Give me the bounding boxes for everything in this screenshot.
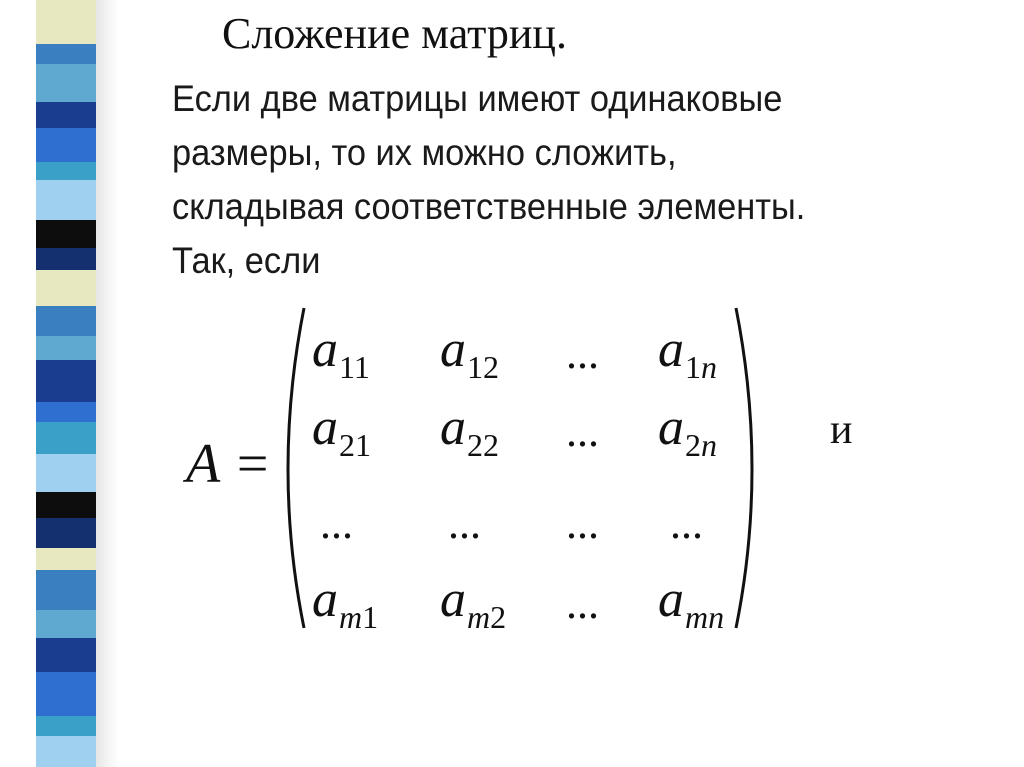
matrix-lhs-label: A =: [186, 433, 271, 495]
matrix-element-variable: a: [658, 571, 684, 628]
body-text-line: Так, если: [172, 240, 321, 281]
right-bracket: [736, 308, 752, 628]
body-text-line: размеры, то их можно сложить,: [172, 132, 677, 173]
matrix-element-variable: a: [440, 321, 466, 378]
matrix-element: [658, 570, 725, 635]
body-text-line: Если две матрицы имеют одинаковые: [172, 78, 783, 119]
matrix-ellipsis: ...: [566, 407, 599, 456]
matrix-ellipsis: ...: [566, 499, 599, 548]
matrix-element-variable: a: [440, 399, 466, 456]
slide-title: Сложение матриц.: [222, 9, 567, 58]
matrix-element-subscript: m2: [467, 599, 507, 635]
matrix-ellipsis: ...: [670, 499, 703, 548]
matrix-element-variable: a: [658, 321, 684, 378]
matrix-ellipsis: ...: [320, 499, 353, 548]
left-bracket: [288, 308, 304, 628]
matrix-element: [440, 570, 507, 635]
matrix-element-subscript: m1: [339, 599, 379, 635]
matrix-element: [440, 320, 499, 385]
matrix-element: [312, 570, 379, 635]
matrix-element-variable: a: [658, 399, 684, 456]
matrix-element: [312, 320, 370, 385]
matrix-element-subscript: 1n: [685, 349, 717, 385]
matrix-element-variable: a: [312, 399, 338, 456]
matrix-element: [312, 398, 371, 463]
matrix-element-subscript: 11: [339, 349, 370, 385]
matrix-element-subscript: 12: [467, 349, 499, 385]
matrix-ellipsis: ...: [566, 579, 599, 628]
matrix-element: [658, 320, 717, 385]
matrix-element-subscript: 2n: [685, 427, 717, 463]
matrix-ellipsis: ...: [448, 499, 481, 548]
matrix-element-variable: a: [312, 321, 338, 378]
matrix-element: [658, 398, 717, 463]
matrix-element-variable: a: [440, 571, 466, 628]
matrix-element-subscript: mn: [685, 599, 725, 635]
matrix-element-subscript: 22: [467, 427, 499, 463]
matrix-ellipsis: ...: [566, 329, 599, 378]
matrix-element-variable: a: [312, 571, 338, 628]
matrix-element: [440, 398, 499, 463]
conjunction-text: и: [830, 407, 853, 453]
body-text-line: складывая соответственные элементы.: [172, 186, 806, 227]
matrix-element-subscript: 21: [339, 427, 371, 463]
